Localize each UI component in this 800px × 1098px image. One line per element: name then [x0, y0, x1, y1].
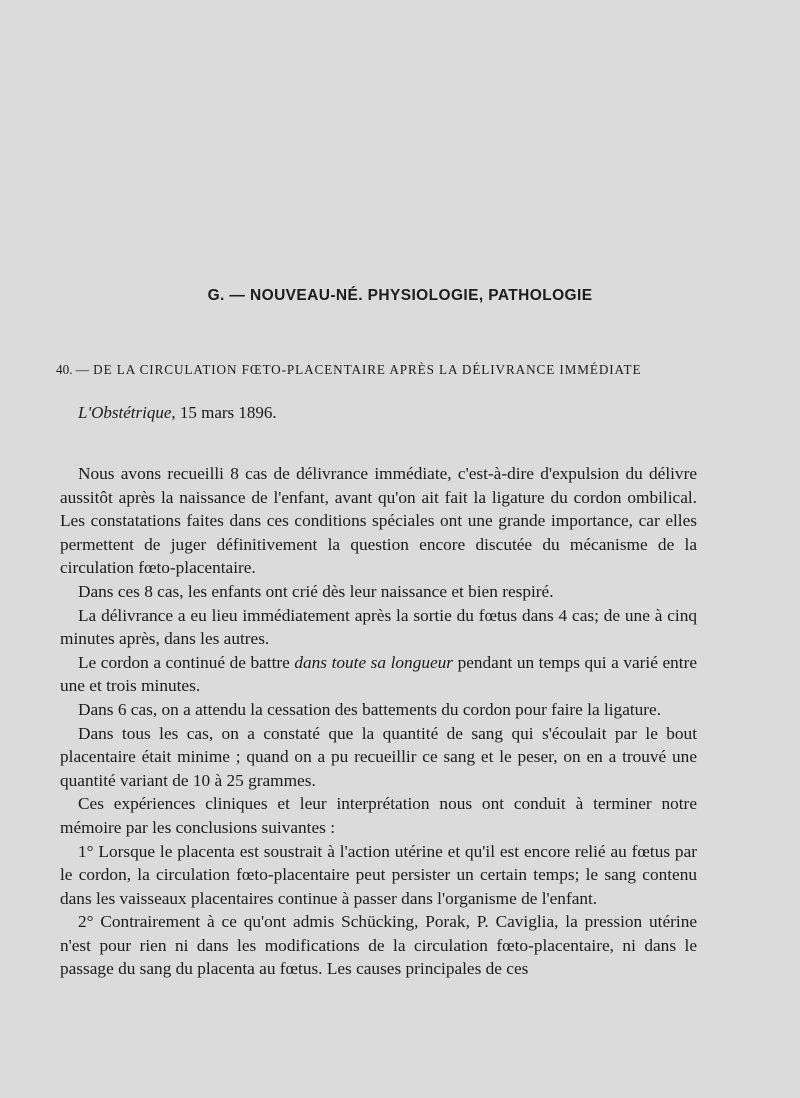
entry-title [56, 362, 696, 378]
paragraph: La délivrance a eu lieu immédiatement après la sortie du fœtus dans 4 cas; de une à cinq minutes après, dans les autres. [60, 605, 697, 649]
entry-title-text: DE LA CIRCULATION FŒTO-PLACENTAIRE APRÈS LA DÉLIVRANCE IMMÉDIATE [93, 362, 642, 377]
publication-date: , 15 mars 1896. [171, 403, 277, 422]
citation [78, 403, 277, 423]
paragraph: 1° Lorsque le placenta est soustrait à l'action utérine et qu'il est encore relié au fœtus par le cordon, la circulation fœto-placentaire peut persister un certain temps; le sang contenu dans les vaisseaux placentaires continue à passer dans l'organisme de l'enfant. [60, 841, 697, 908]
paragraph-text-after: pendant un temps qui a varié entre une et trois minutes. [60, 652, 697, 696]
section-heading: G. — NOUVEAU-NÉ. PHYSIOLOGIE, PATHOLOGIE [207, 287, 593, 304]
journal-name: L'Obstétrique [78, 403, 172, 422]
paragraph: Ces expériences cliniques et leur interprétation nous ont conduit à terminer notre mémoire par les conclusions suivantes : [60, 794, 697, 837]
emphasized-phrase: dans toute sa longueur [294, 652, 454, 672]
paragraph-text-before: Le cordon a continué de battre [78, 652, 295, 672]
paragraph: Dans tous les cas, on a constaté que la quantité de sang qui s'écoulait par le bout placentaire était minime ; quand on a pu recueillir ce sang et le peser, on en a trouvé une quantité variant de 10 à 25 grammes. [60, 723, 697, 790]
paragraph: Dans ces 8 cas, les enfants ont crié dès leur naissance et bien respiré. [78, 581, 554, 601]
body-text [60, 462, 697, 981]
paragraph [60, 651, 697, 698]
paragraph: Nous avons recueilli 8 cas de délivrance immédiate, c'est-à-dire d'expulsion du délivre aussitôt après la naissance de l'enfant, avant qu'on ait fait la ligature du cordon ombilical. Les constatations faites dans ces conditions spéciales ont une grande importance, car elles permettent de juger définitivement la question encore discutée du mécanisme de la circulation fœto-placentaire. [60, 464, 697, 578]
entry-number: 40. — [56, 362, 89, 377]
paragraph: 2° Contrairement à ce qu'ont admis Schücking, Porak, P. Caviglia, la pression utérine n'est pour rien ni dans les modifications de la circulation fœto-placentaire, ni dans le passage du sang du placenta au fœtus. Les causes principales de ces [60, 912, 697, 979]
paragraph: Dans 6 cas, on a attendu la cessation des battements du cordon pour faire la ligature. [78, 699, 662, 719]
